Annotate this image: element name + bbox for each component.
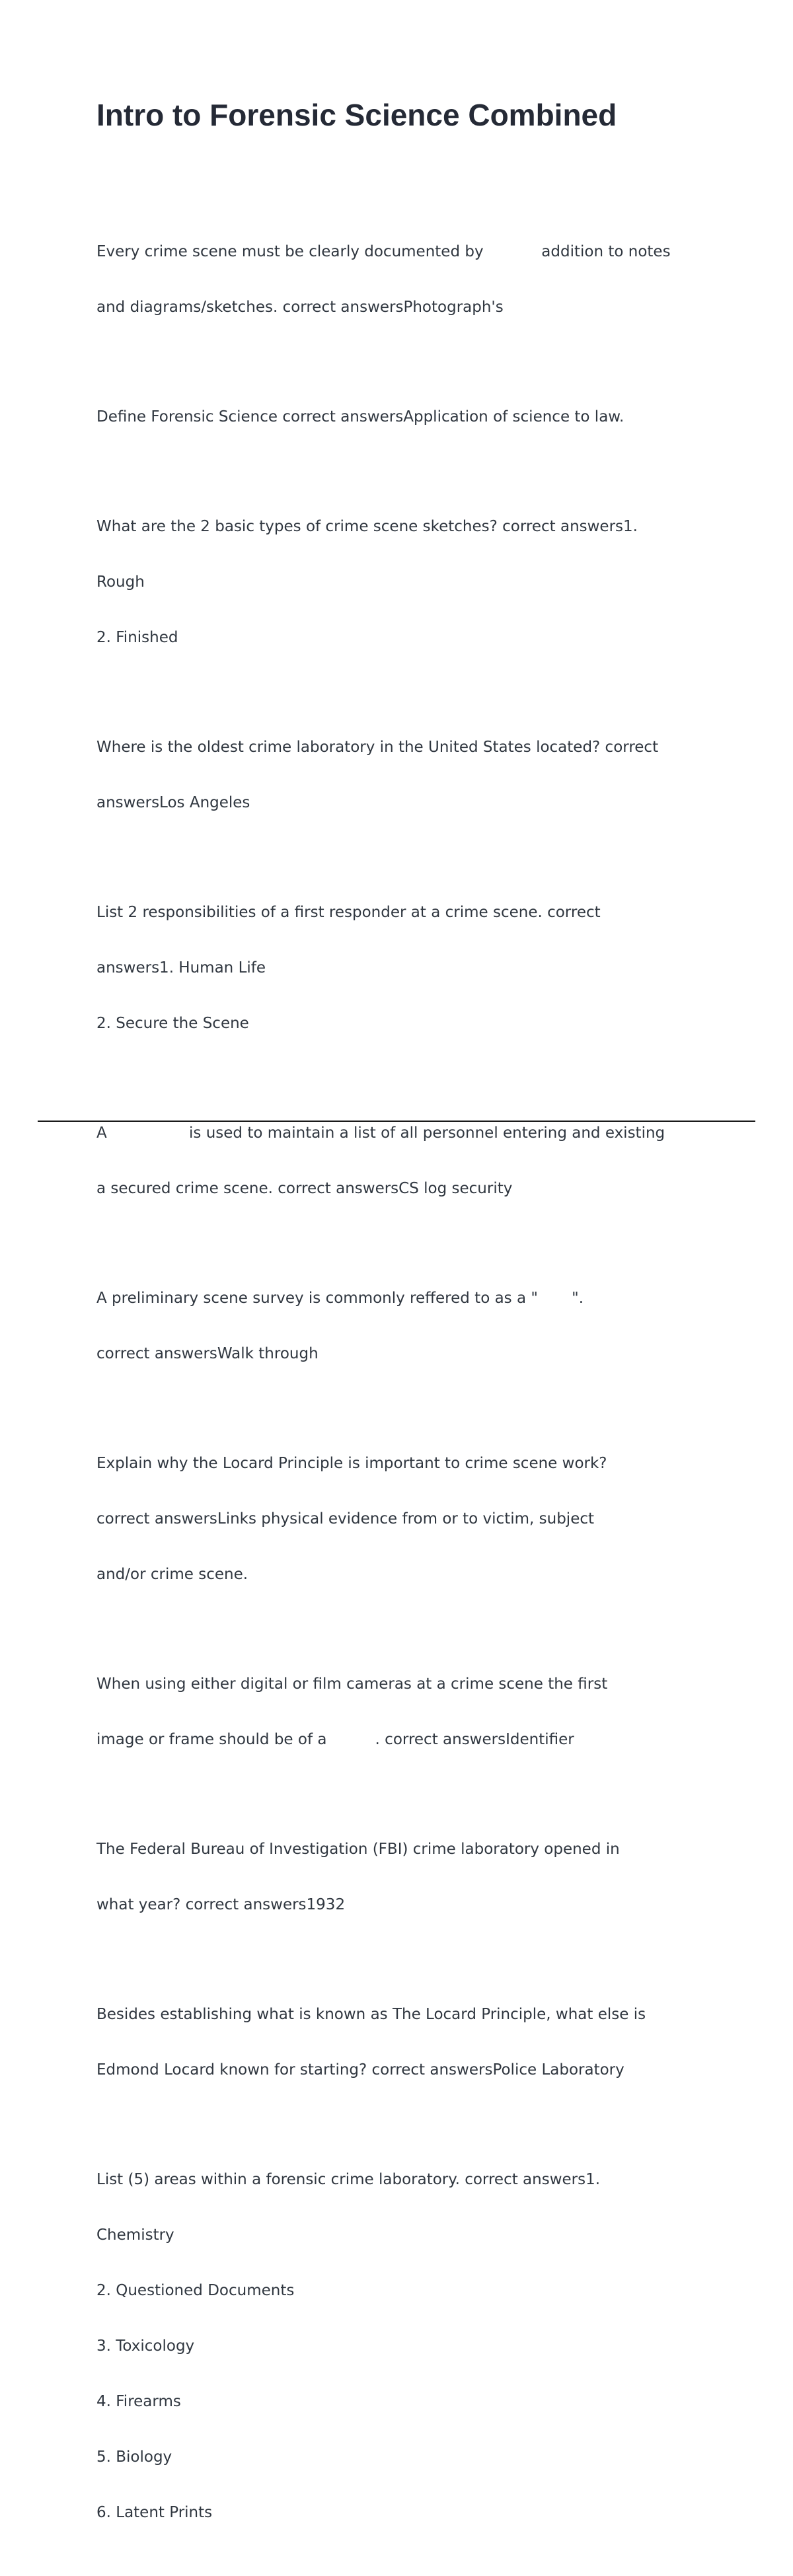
qa-line: and diagrams/sketches. correct answersPhotograph's — [96, 299, 504, 316]
qa-item — [96, 1087, 711, 1235]
qa-line: Every crime scene must be clearly documented by addition to notes — [96, 243, 671, 260]
qa-item — [96, 1252, 711, 1400]
qa-line: correct answersWalk through — [96, 1345, 319, 1362]
qa-item — [96, 371, 711, 463]
qa-line: 2. Secure the Scene — [96, 1015, 249, 1032]
qa-line: what year? correct answers1932 — [96, 1896, 346, 1913]
qa-line: 6. Latent Prints — [96, 2504, 213, 2521]
qa-item — [96, 480, 711, 684]
qa-line: Explain why the Locard Principle is important to crime scene work? — [96, 1455, 607, 1472]
qa-line: Besides establishing what is known as The Locard Principle, what else is — [96, 2006, 646, 2023]
qa-item — [96, 1803, 711, 1951]
qa-item — [96, 701, 711, 849]
qa-item — [96, 1638, 711, 1786]
qa-line: 4. Firearms — [96, 2393, 181, 2410]
qa-item — [96, 1417, 711, 1621]
qa-line: Where is the oldest crime laboratory in the United States located? correct — [96, 739, 659, 756]
qa-item — [96, 1968, 711, 2116]
qa-line: A preliminary scene survey is commonly reffered to as a " ". — [96, 1290, 584, 1307]
qa-line: List 2 responsibilities of a first responder at a crime scene. correct — [96, 904, 601, 921]
qa-line: 2. Questioned Documents — [96, 2282, 295, 2299]
qa-line: image or frame should be of a . correct answersIdentifier — [96, 1731, 574, 1748]
qa-line: Edmond Locard known for starting? correct answersPolice Laboratory — [96, 2061, 624, 2079]
footer-divider — [38, 1121, 755, 1122]
qa-line: Define Forensic Science correct answersApplication of science to law. — [96, 408, 624, 425]
qa-line: List (5) areas within a forensic crime laboratory. correct answers1. — [96, 2171, 601, 2188]
qa-line: What are the 2 basic types of crime scene sketches? correct answers1. — [96, 518, 638, 535]
qa-line: The Federal Bureau of Investigation (FBI) crime laboratory opened in — [96, 1841, 620, 1858]
qa-line: answersLos Angeles — [96, 794, 250, 811]
qa-line: 2. Finished — [96, 629, 178, 646]
qa-line: answers1. Human Life — [96, 959, 266, 976]
qa-item — [96, 866, 711, 1070]
qa-line: A is used to maintain a list of all personnel entering and existing — [96, 1124, 665, 1142]
qa-line: 5. Biology — [96, 2448, 172, 2466]
qa-line: When using either digital or film cameras at a crime scene the first — [96, 1675, 608, 1693]
qa-line: 3. Toxicology — [96, 2337, 195, 2355]
qa-line: Chemistry — [96, 2226, 174, 2244]
qa-item — [96, 205, 711, 353]
qa-line: a secured crime scene. correct answersCS log security — [96, 1180, 513, 1197]
qa-line: Rough — [96, 573, 145, 591]
qa-list — [96, 205, 711, 2576]
qa-line: and/or crime scene. — [96, 1566, 248, 1583]
page-title: Intro to Forensic Science Combined — [96, 98, 617, 132]
qa-line: correct answersLinks physical evidence from or to victim, subject — [96, 1510, 595, 1527]
qa-item — [96, 2133, 711, 2559]
